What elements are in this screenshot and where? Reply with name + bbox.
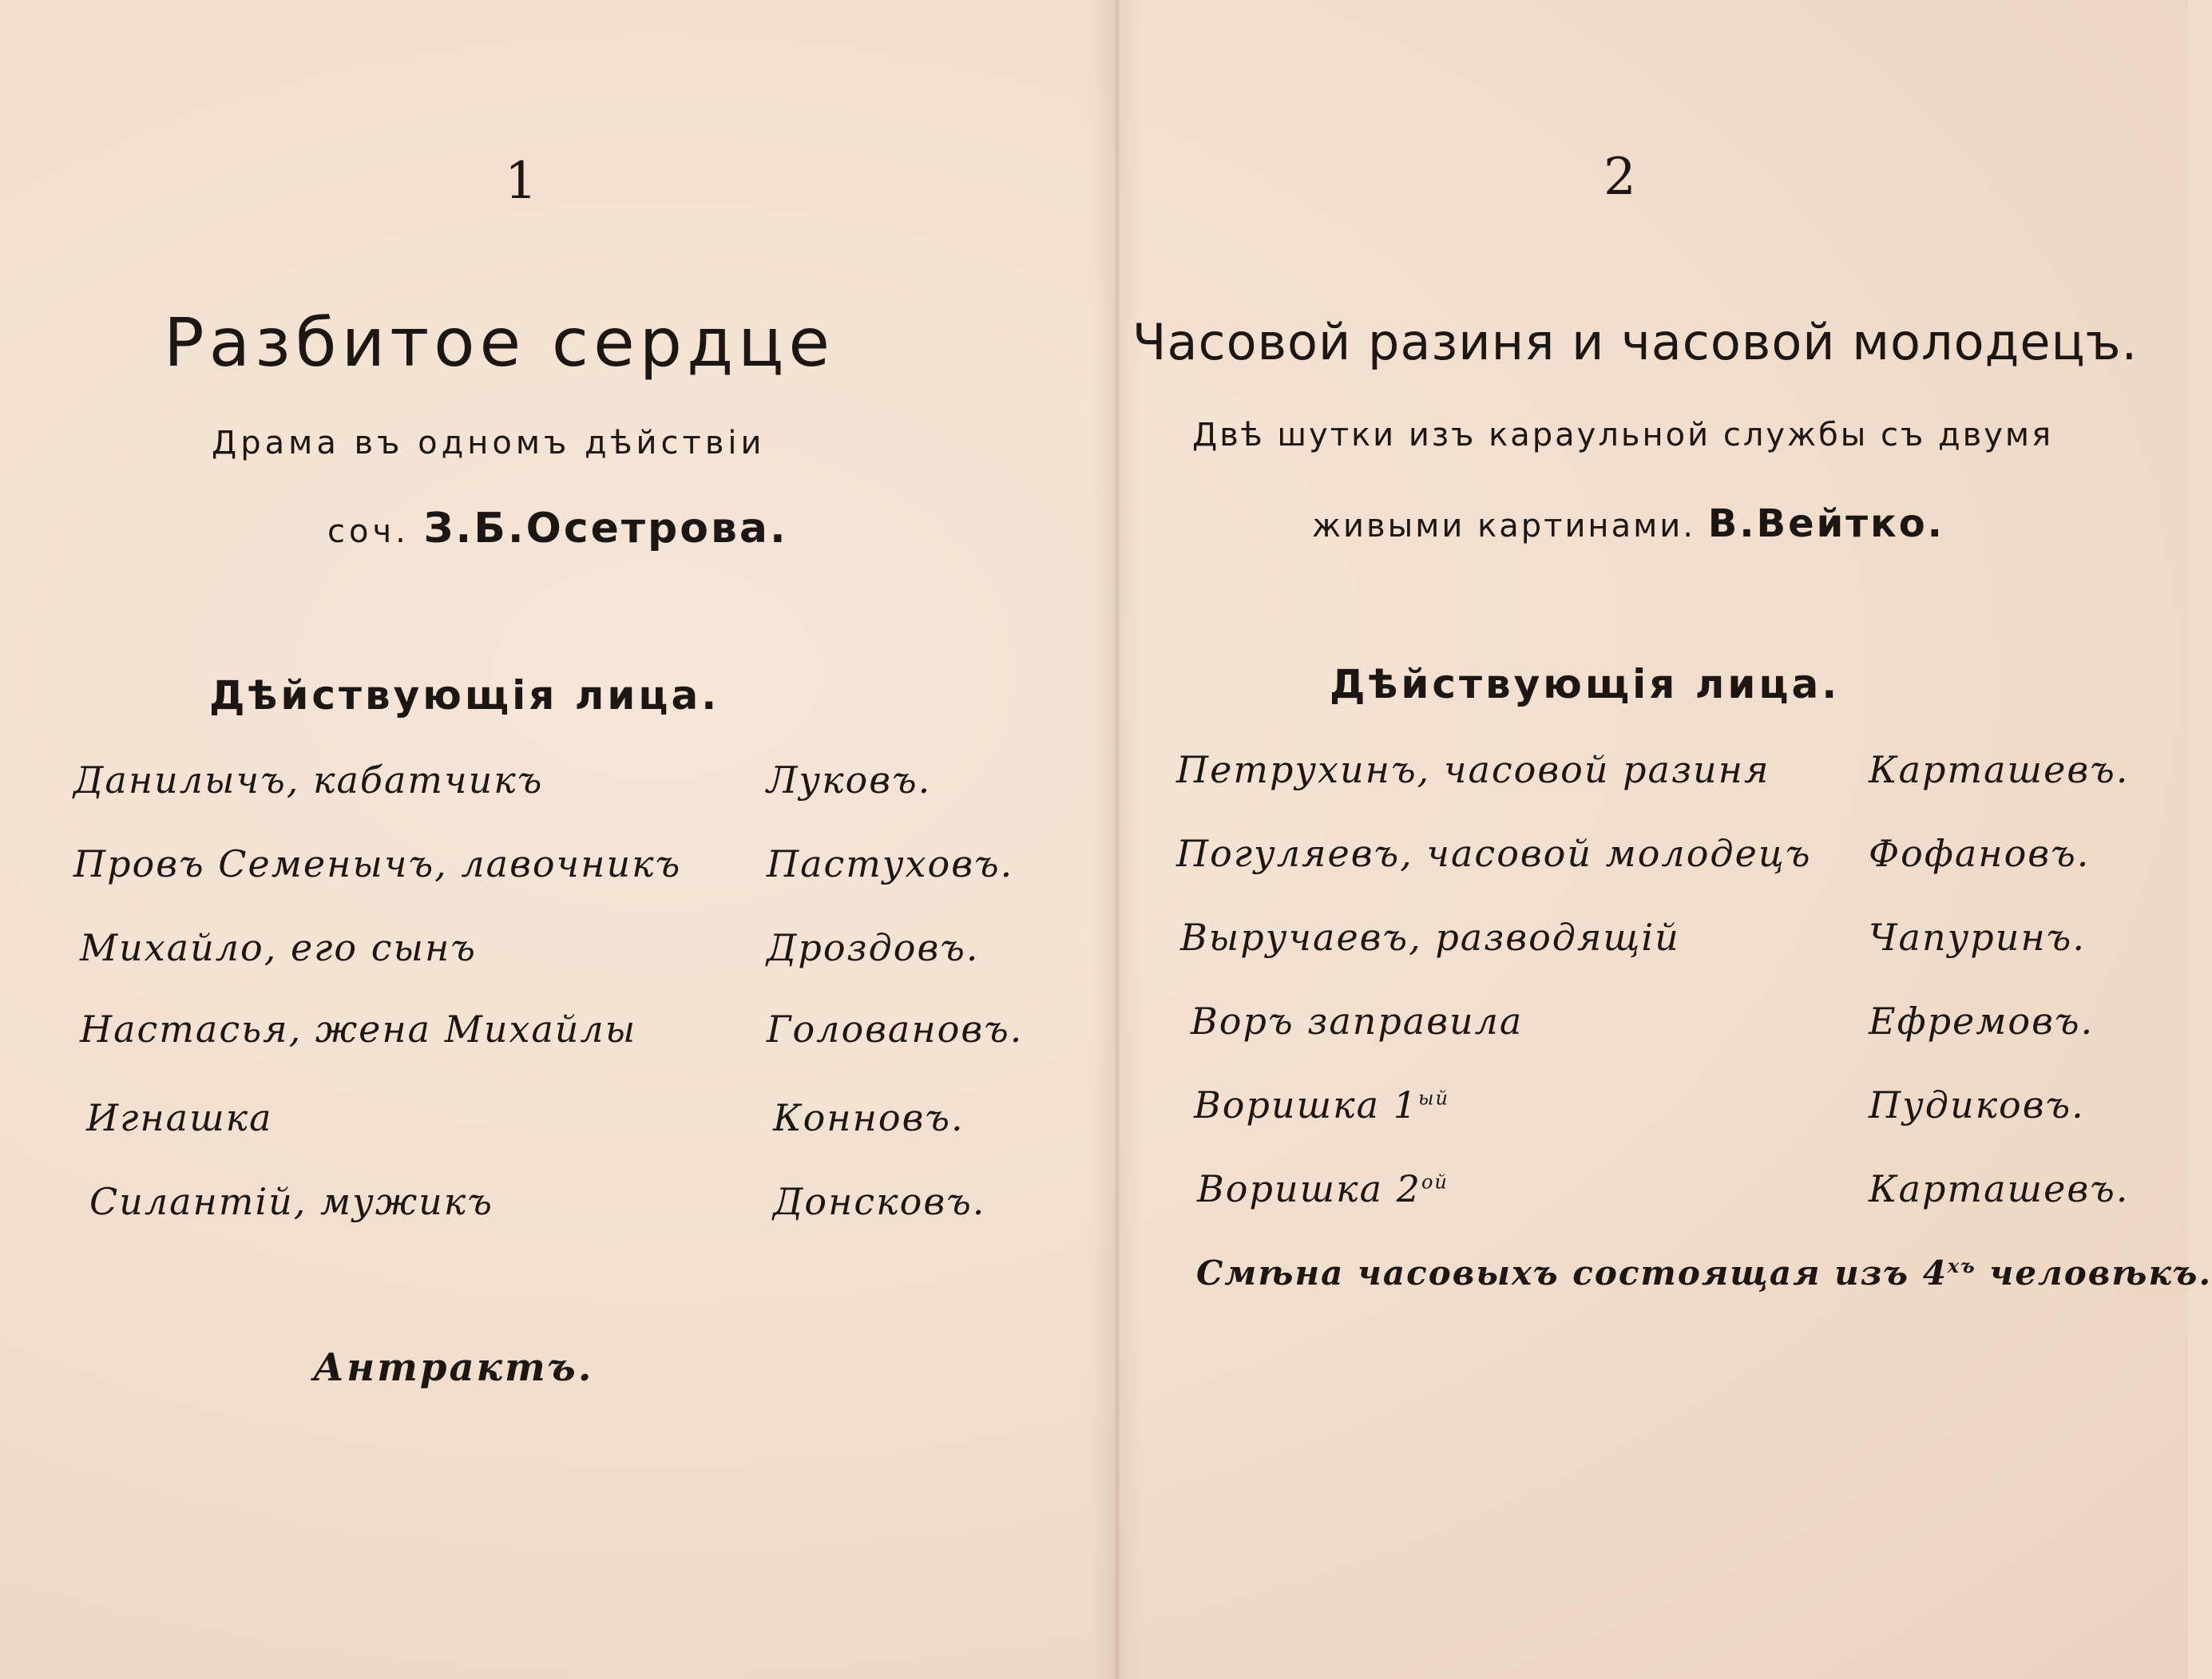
cast-role: Силантій, мужикъ (89, 1180, 494, 1223)
cast-role (1197, 1167, 1449, 1210)
author-line (327, 505, 788, 552)
author-name: З.Б.Осетрова. (423, 505, 788, 552)
cast-actor: Пастуховъ. (767, 842, 1014, 885)
guard-change-text: Смѣна часовыхъ состоящая изъ 4 (1196, 1253, 1948, 1293)
cast-heading: Дѣйствующія лица. (1330, 661, 1841, 707)
cast-role: Выручаевъ, разводящій (1180, 916, 1680, 959)
cast-actor: Пудиковъ. (1869, 1083, 2085, 1127)
cast-role: Воръ заправила (1191, 1000, 1524, 1043)
author-prefix: соч. (327, 513, 410, 550)
cast-role: Михайло, его сынъ (80, 926, 477, 969)
play-title: Разбитое сердце (164, 303, 835, 382)
entracte: Антрактъ. (313, 1345, 594, 1390)
play-subtitle: Драма въ одномъ дѣйствіи (212, 425, 766, 461)
cast-actor: Головановъ. (767, 1008, 1024, 1051)
cast-actor: Ефремовъ. (1869, 1000, 2095, 1043)
ordinal-suffix: ый (1417, 1087, 1449, 1110)
role-text: Воришка 1 (1194, 1083, 1418, 1127)
cast-role: Провъ Семенычъ, лавочникъ (73, 842, 682, 885)
author-name: В.Вейтко. (1707, 501, 1944, 546)
cast-actor: Карташевъ. (1869, 748, 2130, 791)
right-page (1120, 0, 2212, 1679)
cast-actor: Фофановъ. (1869, 832, 2091, 875)
cast-heading: Дѣйствующія лица. (209, 672, 720, 719)
cast-role: Петрухинъ, часовой разиня (1176, 748, 1770, 791)
play-title: Часовой разиня и часовой молодецъ. (1132, 313, 2139, 371)
cast-role (1194, 1083, 1449, 1127)
role-text: Воришка 2 (1197, 1167, 1421, 1210)
page-number: 2 (1604, 148, 1636, 207)
cast-role: Погуляевъ, часовой молодецъ (1176, 832, 1812, 875)
ordinal-suffix: хъ (1947, 1254, 1976, 1277)
cast-actor: Конновъ. (773, 1096, 965, 1139)
cast-actor: Луковъ. (767, 758, 932, 802)
guard-change-line (1196, 1253, 2212, 1293)
cast-role: Игнашка (86, 1096, 273, 1139)
subtitle-line-2 (1312, 501, 1944, 546)
cast-role: Данилычъ, кабатчикъ (73, 758, 544, 802)
page-number: 1 (505, 152, 537, 211)
cast-actor: Чапуринъ. (1869, 916, 2086, 959)
cast-actor: Карташевъ. (1869, 1167, 2130, 1210)
page-fold (1114, 0, 1120, 1679)
guard-change-tail: человѣкъ. (1976, 1253, 2212, 1293)
subtitle-text: живыми картинами. (1312, 508, 1695, 544)
cast-actor: Донсковъ. (773, 1180, 986, 1223)
cast-actor: Дроздовъ. (767, 926, 980, 969)
play-subtitle: Двѣ шутки изъ караульной службы съ двумя (1192, 417, 2054, 453)
ordinal-suffix: ой (1421, 1170, 1449, 1194)
cast-role: Настасья, жена Михайлы (80, 1008, 637, 1051)
